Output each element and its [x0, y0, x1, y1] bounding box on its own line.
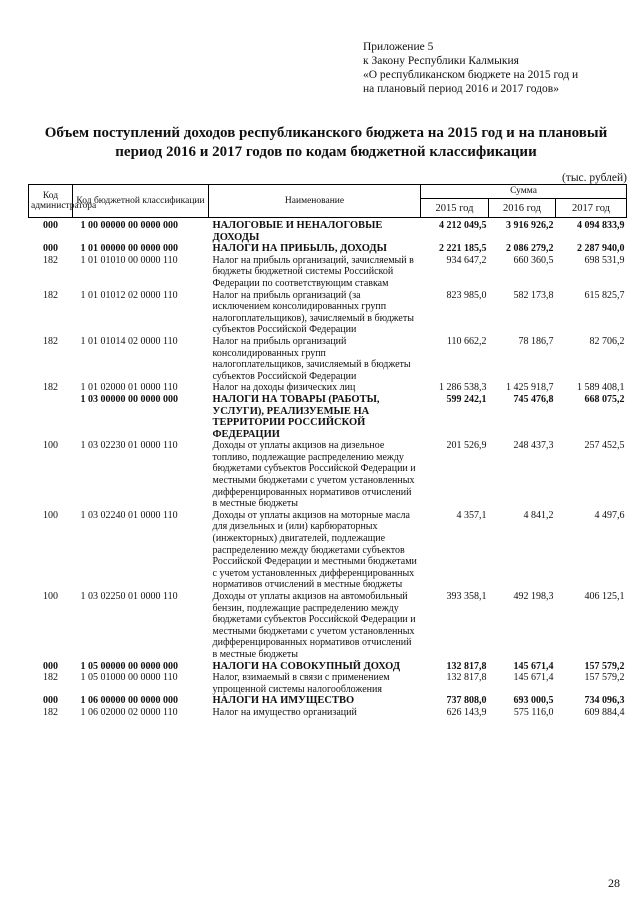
- value-2017-cell: 406 125,1: [584, 591, 625, 602]
- value-2016-cell: 693 000,5: [513, 695, 554, 707]
- table-row: [29, 243, 627, 255]
- classification-code-cell: 1 03 02250 01 0000 110: [80, 591, 178, 602]
- classification-code-cell: 1 01 01014 02 0000 110: [80, 335, 178, 347]
- admin-code-cell: 000: [43, 243, 58, 255]
- name-cell: Налог на прибыль организаций консолидированных групп налогоплательщиков, зачисляемый в бюджеты субъектов Российской Федерации: [212, 335, 411, 382]
- table-row: [29, 290, 627, 336]
- page-number: 28: [608, 876, 620, 890]
- admin-code-cell: 182: [43, 672, 58, 684]
- header-2015: 2015 год: [421, 198, 489, 218]
- value-2016-cell: 248 437,3: [513, 440, 554, 452]
- value-2016-cell: 3 916 926,2: [506, 220, 554, 231]
- table-row: [29, 218, 627, 244]
- value-2016-cell: 145 671,4: [513, 672, 554, 684]
- appendix-line: на плановый период 2016 и 2017 годов»: [363, 83, 559, 95]
- admin-code-cell: 182: [43, 706, 58, 718]
- table-row: [29, 440, 627, 510]
- value-2015-cell: 132 817,8: [446, 672, 487, 684]
- value-2017-cell: 734 096,3: [584, 695, 625, 707]
- table-row: [29, 695, 627, 707]
- name-cell: НАЛОГИ НА ТОВАРЫ (РАБОТЫ, УСЛУГИ), РЕАЛИЗУЕМЫЕ НА ТЕРРИТОРИИ РОССИЙСКОЙ ФЕДЕРАЦИИ: [212, 393, 380, 440]
- table-header: [29, 185, 627, 218]
- table-row: [29, 672, 627, 695]
- admin-code-cell: 182: [43, 254, 58, 266]
- value-2015-cell: 934 647,2: [446, 254, 487, 266]
- name-cell: НАЛОГИ НА СОВОКУПНЫЙ ДОХОД: [212, 660, 401, 672]
- admin-code-cell: 000: [43, 660, 58, 672]
- value-2017-cell: 257 452,5: [584, 440, 625, 452]
- classification-code-cell: 1 01 01012 02 0000 110: [80, 289, 178, 301]
- admin-code-cell: 100: [43, 440, 58, 452]
- classification-code-cell: 1 00 00000 00 0000 000: [80, 220, 178, 231]
- value-2017-cell: 157 579,2: [584, 672, 625, 684]
- classification-code-cell: 1 01 01010 00 0000 110: [80, 254, 178, 266]
- value-2017-cell: 698 531,9: [584, 254, 625, 266]
- classification-code-cell: 1 05 00000 00 0000 000: [80, 660, 178, 672]
- value-2017-cell: 615 825,7: [584, 289, 625, 301]
- value-2015-cell: 1 286 538,3: [439, 382, 487, 394]
- appendix-line: Приложение 5: [363, 41, 434, 53]
- admin-code-cell: 100: [43, 509, 58, 521]
- value-2016-cell: 145 671,4: [513, 660, 554, 672]
- value-2015-cell: 110 662,2: [446, 335, 487, 347]
- value-2017-cell: 2 287 940,0: [577, 243, 625, 255]
- name-cell: НАЛОГОВЫЕ И НЕНАЛОГОВЫЕ ДОХОДЫ: [212, 220, 383, 243]
- value-2015-cell: 4 212 049,5: [439, 220, 487, 231]
- table-row: [29, 510, 627, 591]
- admin-code-cell: 182: [43, 335, 58, 347]
- name-cell: Налог, взимаемый в связи с применением упрощенной системы налогообложения: [212, 672, 390, 695]
- value-2015-cell: 2 221 185,5: [439, 243, 487, 255]
- value-2016-cell: 660 360,5: [513, 254, 554, 266]
- name-cell: Налог на прибыль организаций (за исключением консолидированных групп налогоплательщиков), зачисляемый в бюджеты субъектов Российской Федерации: [212, 289, 414, 336]
- table-row: [29, 255, 627, 290]
- title-line-2: период 2016 и 2017 годов по кодам бюджетной классификации: [115, 144, 537, 160]
- classification-code-cell: 1 03 02230 01 0000 110: [80, 440, 178, 452]
- admin-code-cell: [29, 394, 73, 440]
- table-row: [29, 382, 627, 394]
- value-2015-cell: 737 808,0: [446, 695, 487, 707]
- value-2015-cell: 823 985,0: [446, 289, 487, 301]
- name-cell: Доходы от уплаты акцизов на моторные масла для дизельных и (или) карбюраторных (инжекторных) двигателей, подлежащие распределению между бюджетами субъектов Российской Федерации и местными бюджетами с учетом установленных дифференцированных нормативов отчислений в местные бюджеты: [212, 509, 417, 591]
- page-title: [20, 124, 632, 162]
- appendix-line: «О республиканском бюджете на 2015 год и: [363, 69, 579, 81]
- classification-code-cell: 1 01 02000 01 0000 110: [80, 382, 178, 394]
- table-row: [29, 707, 627, 719]
- admin-code-cell: 100: [43, 591, 58, 602]
- name-cell: Доходы от уплаты акцизов на дизельное топливо, подлежащие распределению между бюджетами субъектов Российской Федерации и местными бюджетами с учетом установленных дифференцированных нормативов отчислений в местные бюджеты: [212, 440, 416, 510]
- value-2015-cell: 393 358,1: [446, 591, 487, 602]
- value-2017-cell: 668 075,2: [584, 393, 625, 405]
- name-cell: Налог на имущество организаций: [212, 706, 357, 718]
- name-cell: НАЛОГИ НА ПРИБЫЛЬ, ДОХОДЫ: [212, 243, 387, 255]
- classification-code-cell: 1 05 01000 00 0000 110: [80, 672, 178, 684]
- admin-code-cell: 000: [43, 695, 58, 707]
- value-2016-cell: 1 425 918,7: [506, 382, 554, 394]
- units-label: (тыс. рублей): [561, 172, 627, 184]
- table-row: [29, 336, 627, 382]
- value-2015-cell: 132 817,8: [446, 660, 487, 672]
- table-body: [29, 218, 627, 719]
- header-2017: 2017 год: [556, 198, 627, 218]
- classification-code-cell: 1 03 00000 00 0000 000: [80, 393, 178, 405]
- header-2016: 2016 год: [489, 198, 556, 218]
- value-2015-cell: 626 143,9: [446, 706, 487, 718]
- title-line-1: Объем поступлений доходов республиканского бюджета на 2015 год и на плановый: [44, 125, 608, 141]
- name-cell: Налог на прибыль организаций, зачисляемый в бюджеты бюджетной системы Российской Федерации по соответствующим ставкам: [212, 254, 414, 289]
- value-2017-cell: 1 589 408,1: [577, 382, 625, 394]
- table-row: [29, 394, 627, 440]
- header-sum: Сумма: [421, 185, 627, 199]
- value-2017-cell: 82 706,2: [589, 335, 625, 347]
- appendix-block: [363, 40, 628, 96]
- header-admin: Код администратора: [29, 185, 73, 218]
- classification-code-cell: 1 06 00000 00 0000 000: [80, 695, 178, 707]
- value-2017-cell: 4 094 833,9: [577, 220, 625, 231]
- admin-code-cell: 000: [43, 220, 58, 231]
- revenue-table: [28, 184, 627, 719]
- name-cell: Налог на доходы физических лиц: [212, 382, 356, 394]
- header-name: Наименование: [209, 185, 421, 218]
- value-2016-cell: 2 086 279,2: [506, 243, 554, 255]
- name-cell: Доходы от уплаты акцизов на автомобильный бензин, подлежащие распределению между бюджетами субъектов Российской Федерации и местными бюджетами с учетом установленных дифференцированных нормативов отчислений в местные бюджеты: [212, 591, 416, 660]
- value-2017-cell: 609 884,4: [584, 706, 625, 718]
- value-2017-cell: 157 579,2: [584, 660, 625, 672]
- value-2015-cell: 201 526,9: [446, 440, 487, 452]
- value-2016-cell: 78 186,7: [518, 335, 554, 347]
- name-cell: НАЛОГИ НА ИМУЩЕСТВО: [212, 695, 355, 707]
- value-2016-cell: 492 198,3: [513, 591, 554, 602]
- appendix-line: к Закону Республики Калмыкия: [363, 55, 519, 67]
- header-code: Код бюджетной классификации: [73, 185, 209, 218]
- value-2016-cell: 575 116,0: [513, 706, 554, 718]
- value-2016-cell: 745 476,8: [513, 393, 554, 405]
- value-2016-cell: 4 841,2: [523, 509, 554, 521]
- classification-code-cell: 1 03 02240 01 0000 110: [80, 509, 178, 521]
- classification-code-cell: 1 06 02000 02 0000 110: [80, 706, 178, 718]
- value-2016-cell: 582 173,8: [513, 289, 554, 301]
- classification-code-cell: 1 01 00000 00 0000 000: [80, 243, 178, 255]
- table-row: [29, 661, 627, 673]
- admin-code-cell: 182: [43, 289, 58, 301]
- value-2015-cell: 599 242,1: [446, 393, 487, 405]
- value-2017-cell: 4 497,6: [594, 509, 625, 521]
- admin-code-cell: 182: [43, 382, 58, 394]
- table-row: [29, 591, 627, 661]
- value-2015-cell: 4 357,1: [456, 509, 487, 521]
